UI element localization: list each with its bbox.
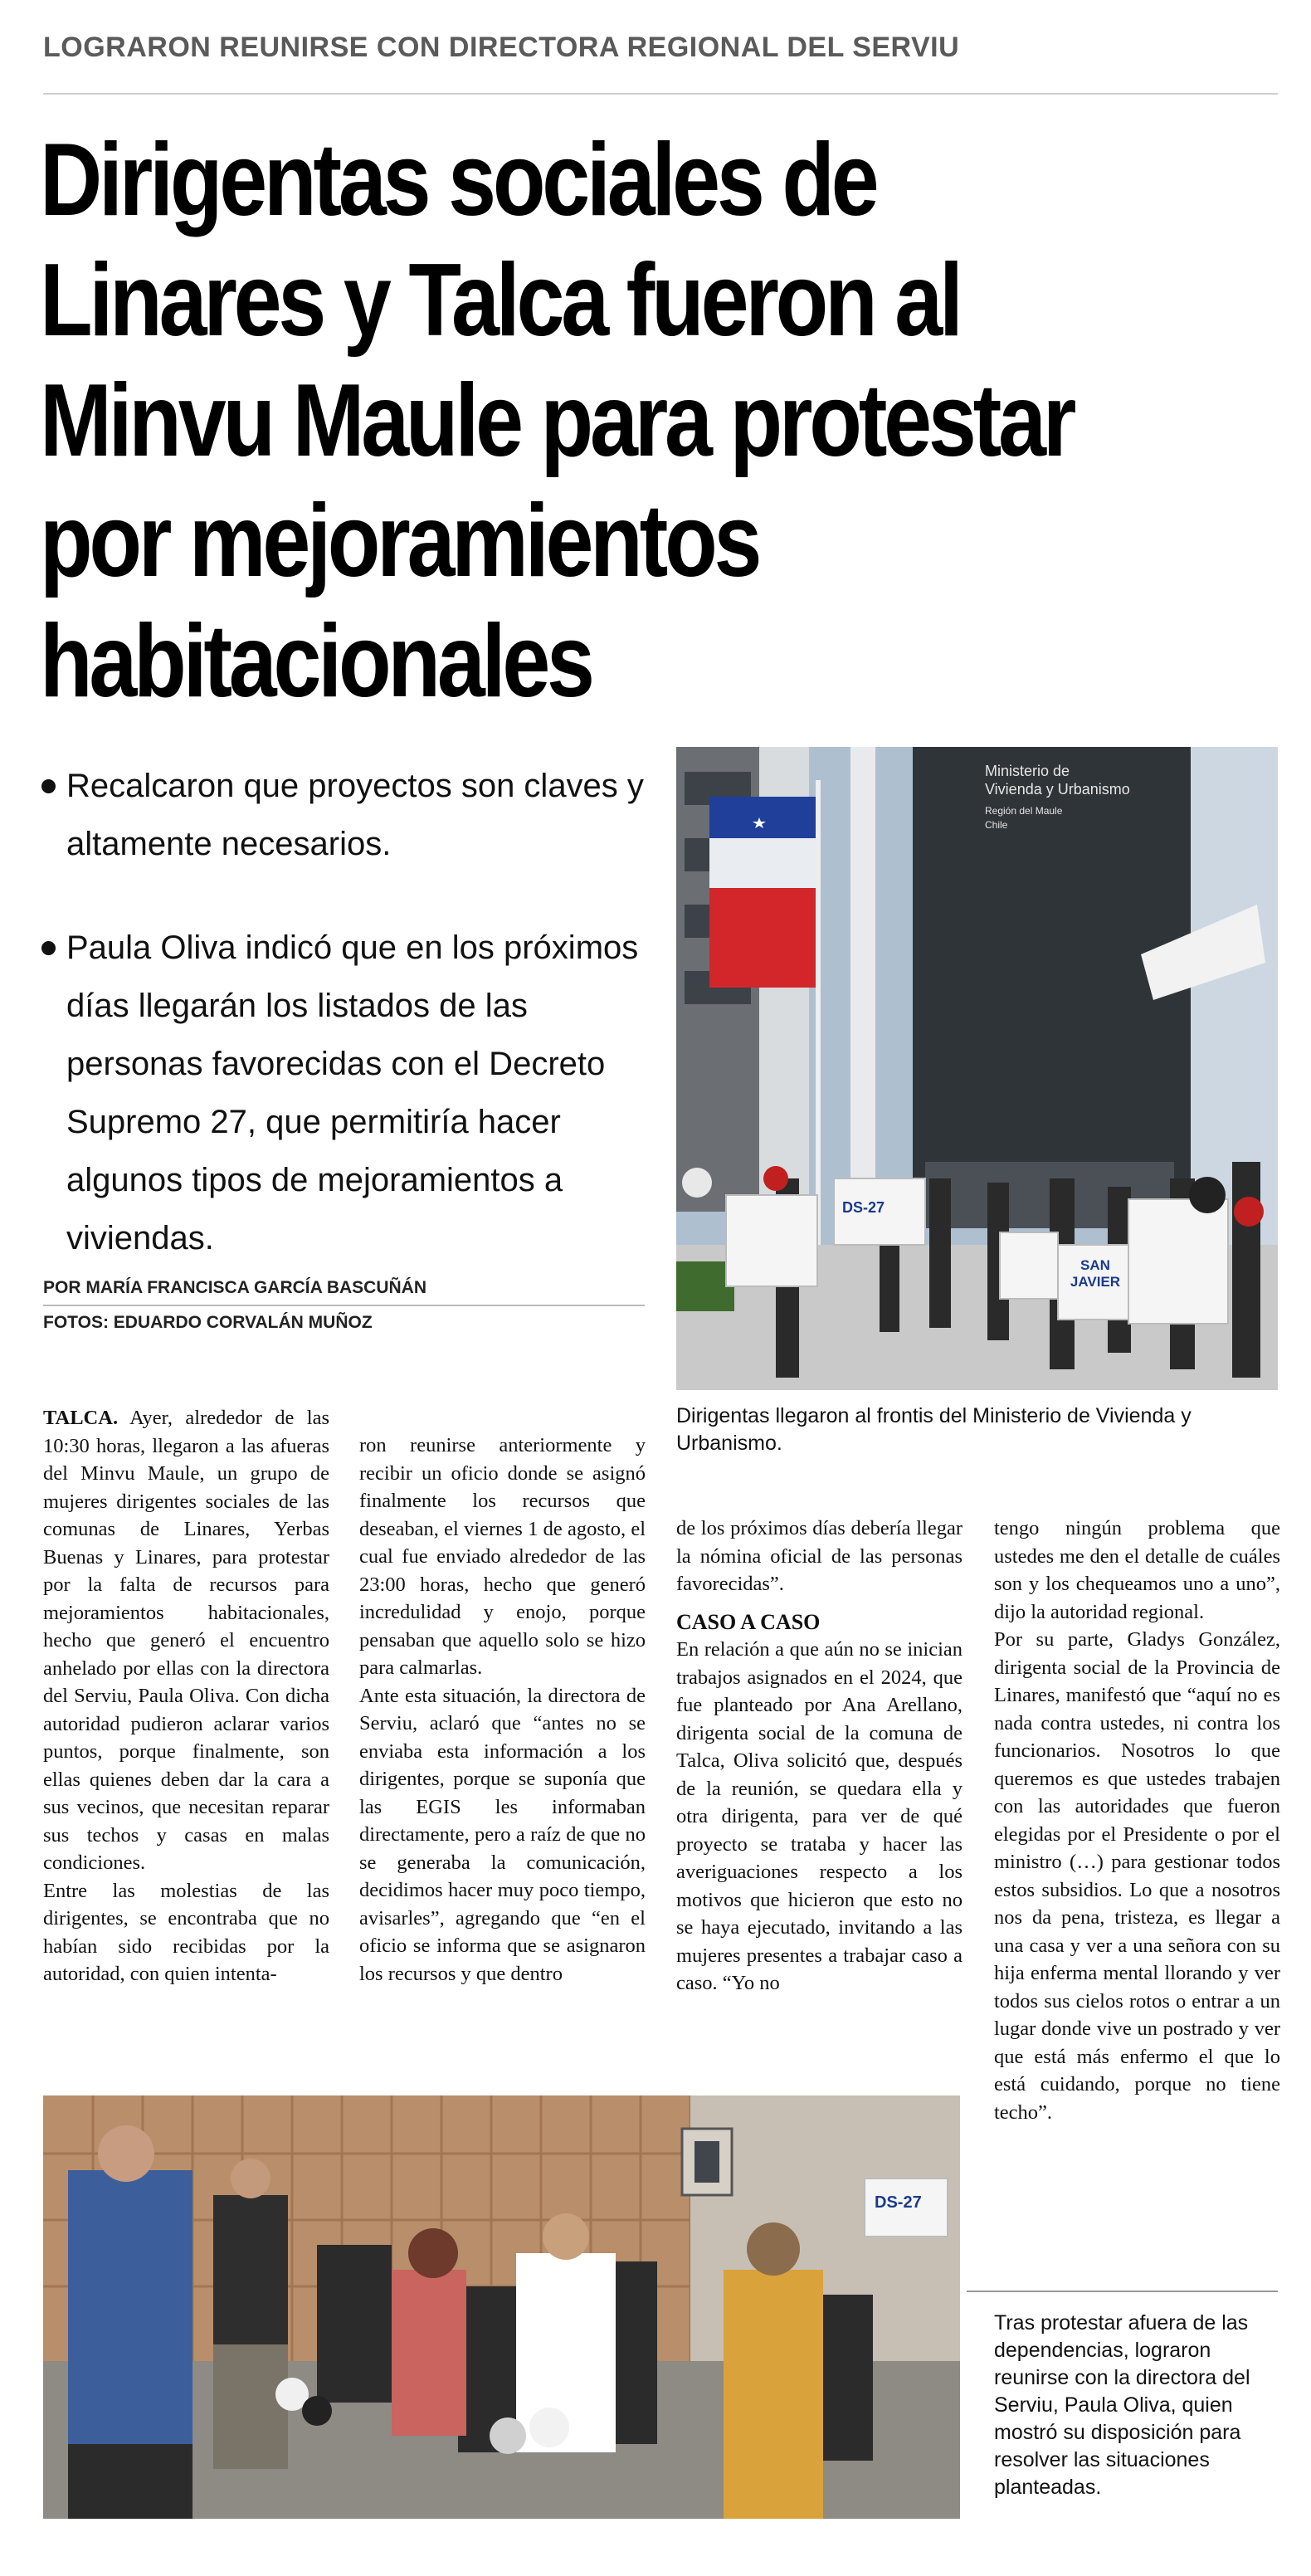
summary-bullet: Recalcaron que proyectos son claves y altamente necesarios. <box>41 757 656 873</box>
article-paragraph: Entre las molestias de las dirigentes, se encontraba que no habían sido recibidas por la autoridad, con quien intenta- <box>43 1879 329 1985</box>
building-sign-line: Chile <box>985 819 1008 831</box>
summary-bullets <box>41 757 656 1313</box>
article-paragraph <box>43 1404 329 1877</box>
byline: POR MARÍA FRANCISCA GARCÍA BASCUÑÁN <box>43 1278 645 1306</box>
article-paragraph: Por su parte, Gladys González, dirigenta social de la Provincia de Linares, manifestó que “aquí no es nada contra ustedes, ni contra los funcionarios. Nosotros lo que queremos es que ustedes trabajen con las autoridades que fueron elegidas por el Presidente o por el ministro (…) para gestionar todos estos subsidios. Lo que a nosotros nos da pena, tristeza, es llegar a una casa y ver a una señora con su hija enferma mental llorando y ver todos sus cielos rotos o entrar a un lugar donde vive un postrado y ver que está más enfermo el que lo está cuidando, porque no tiene techo”. <box>994 1628 1280 2124</box>
photo-caption: Tras protestar afuera de las dependencias, lograron reunirse con la directora del Serviu, Paula Oliva, quien mostró su disposición para resolver las situaciones planteadas. <box>994 2311 1250 2499</box>
kicker-rule <box>43 93 1278 95</box>
article-text: Ayer, alrededor de las 10:30 horas, llegaron a las afueras del Minvu Maule, un grupo de mujeres dirigentes sociales de las comunas de Linares, Yerbas Buenas y Linares, para protestar por la falta de recursos para mejoramientos habitacionales, hecho que generó el encuentro anhelado por ellas con la directora del Serviu, Paula Oliva. Con dicha autoridad pudieron aclarar varios puntos, porque finalmente, son ellas quienes deben dar la cara a sus vecinos, que necesitan reparar sus techos y casas en malas condiciones. <box>43 1407 329 1874</box>
photo-caption: Dirigentas llegaron al frontis del Ministerio de Vivienda y Urbanismo. <box>676 1404 1192 1455</box>
article-column-1 <box>43 1404 329 1988</box>
photo-credit: FOTOS: EDUARDO CORVALÁN MUÑOZ <box>43 1313 373 1332</box>
placard-text: DS-27 <box>842 1199 885 1216</box>
building-sign-line: Ministerio de <box>985 763 1070 779</box>
credits <box>43 1278 645 1333</box>
summary-bullet: Paula Oliva indicó que en los próximos días llegarán los listados de las personas favorecidas con el Decreto Supremo 27, que permitiría hacer algunos tipos de mejoramientos a viviendas. <box>41 919 656 1267</box>
caption-rule <box>967 2291 1278 2292</box>
article-paragraph: tengo ningún problema que ustedes me den el detalle de cuáles son y los chequeamos uno a uno”, dijo la autoridad regional. <box>994 1517 1280 1623</box>
article-column-4 <box>994 1515 1280 2126</box>
placard-text: DS-27 <box>875 2193 922 2212</box>
article-column-3 <box>676 1515 963 1998</box>
placard-text: SAN JAVIER <box>1070 1257 1121 1290</box>
building-sign-line: Vivienda y Urbanismo <box>985 781 1130 798</box>
article-paragraph: de los próximos días debería llegar la nómina oficial de las personas favorecidas”. <box>676 1517 963 1595</box>
headline: Dirigentas sociales de Linares y Talca fueron al Minvu Maule para protestar por mejoramientos habitacionales <box>40 123 1074 719</box>
protest-photo-illustration <box>676 747 1278 1390</box>
article-paragraph: Ante esta situación, la directora de Serviu, aclaró que “antes no se enviaba esta información a los dirigentes, porque se suponía que las EGIS les informaban directamente, pero a raíz de que no se generaba la comunicación, decidimos hacer muy poco tiempo, avisarles”, agregando que “en el oficio se informa que se asignaron los recursos y que dentro <box>359 1684 646 1985</box>
building-sign <box>985 762 1184 832</box>
kicker: LOGRARON REUNIRSE CON DIRECTORA REGIONAL DEL SERVIU <box>43 32 960 63</box>
meeting-photo <box>43 2095 960 2519</box>
protest-photo <box>676 747 1278 1390</box>
subheading: CASO A CASO <box>676 1609 821 1634</box>
meeting-photo-illustration <box>43 2095 960 2519</box>
article-paragraph: ron reunirse anteriormente y recibir un oficio donde se asignó finalmente los recursos que deseaban, el viernes 1 de agosto, el cual fue enviado alrededor de las 23:00 horas, hecho que generó incredulidad y enojo, porque pensaban que aquello solo se hizo para calmarlas. <box>359 1434 646 1679</box>
article-paragraph: En relación a que aún no se inician trabajos asignados en el 2024, que fue planteado por Ana Arellano, dirigenta social de la comuna de Talca, Oliva solicitó que, después de la reunión, se quedara ella y otra dirigenta, para ver de qué proyecto se trataba y hacer las averiguaciones respecto a los motivos que hicieron que esto no se haya ejecutado, invitando a las mujeres presentes a trabajar caso a caso. “Yo no <box>676 1638 963 1994</box>
article-column-2 <box>359 1432 646 1988</box>
dateline: TALCA. <box>43 1407 119 1429</box>
building-sign-line: Región del Maule <box>985 805 1063 817</box>
